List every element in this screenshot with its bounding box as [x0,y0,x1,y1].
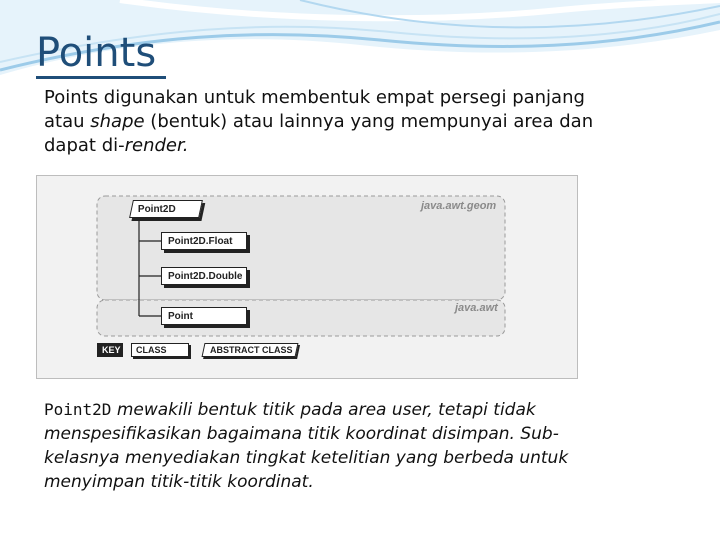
class-label-point2d-double: Point2D.Double [168,270,243,282]
intro-paragraph [44,86,684,158]
class-box-point2d-float [161,232,247,250]
description-paragraph [44,398,664,494]
legend-key-label: KEY [102,345,121,355]
intro-italic-render: render. [124,135,189,156]
intro-line-3 [44,134,684,158]
code-point2d: Point2D [44,400,112,419]
class-box-point2d [129,200,203,218]
description-line-1 [44,398,664,422]
package-label-awt: java.awt [455,302,498,314]
intro-text: (bentuk) atau lainnya yang mempunyai area dan [144,111,594,132]
class-label-point: Point [168,310,193,322]
intro-text: atau [44,111,91,132]
legend-class-box [131,343,189,357]
class-hierarchy-diagram [36,175,578,379]
intro-text: dapat di- [44,135,125,156]
class-box-point2d-double [161,267,247,285]
intro-italic-shape: shape [90,111,145,132]
legend-abstract-class-box [202,343,299,357]
class-label-point2d-float: Point2D.Float [168,235,233,247]
class-label-point2d: Point2D [138,203,176,215]
title-underline [36,76,166,79]
description-line-4: menyimpan titik-titik koordinat. [44,472,314,492]
description-line-2: menspesifikasikan bagaimana titik koordinat disimpan. Sub- [44,424,559,444]
legend-key-badge [97,343,123,357]
intro-line-1: Points digunakan untuk membentuk empat persegi panjang [44,87,585,108]
legend-abstract-class-label: ABSTRACT CLASS [210,345,293,355]
legend-class-label: CLASS [136,345,167,355]
slide-title: Points [36,30,157,76]
class-box-point [161,307,247,325]
intro-line-2 [44,110,684,134]
package-frame-awt [97,300,505,336]
description-text: mewakili bentuk titik pada area user, tetapi tidak [111,400,536,420]
package-label-geom: java.awt.geom [421,200,497,212]
description-line-3: kelasnya menyediakan tingkat ketelitian yang berbeda untuk [44,448,569,468]
